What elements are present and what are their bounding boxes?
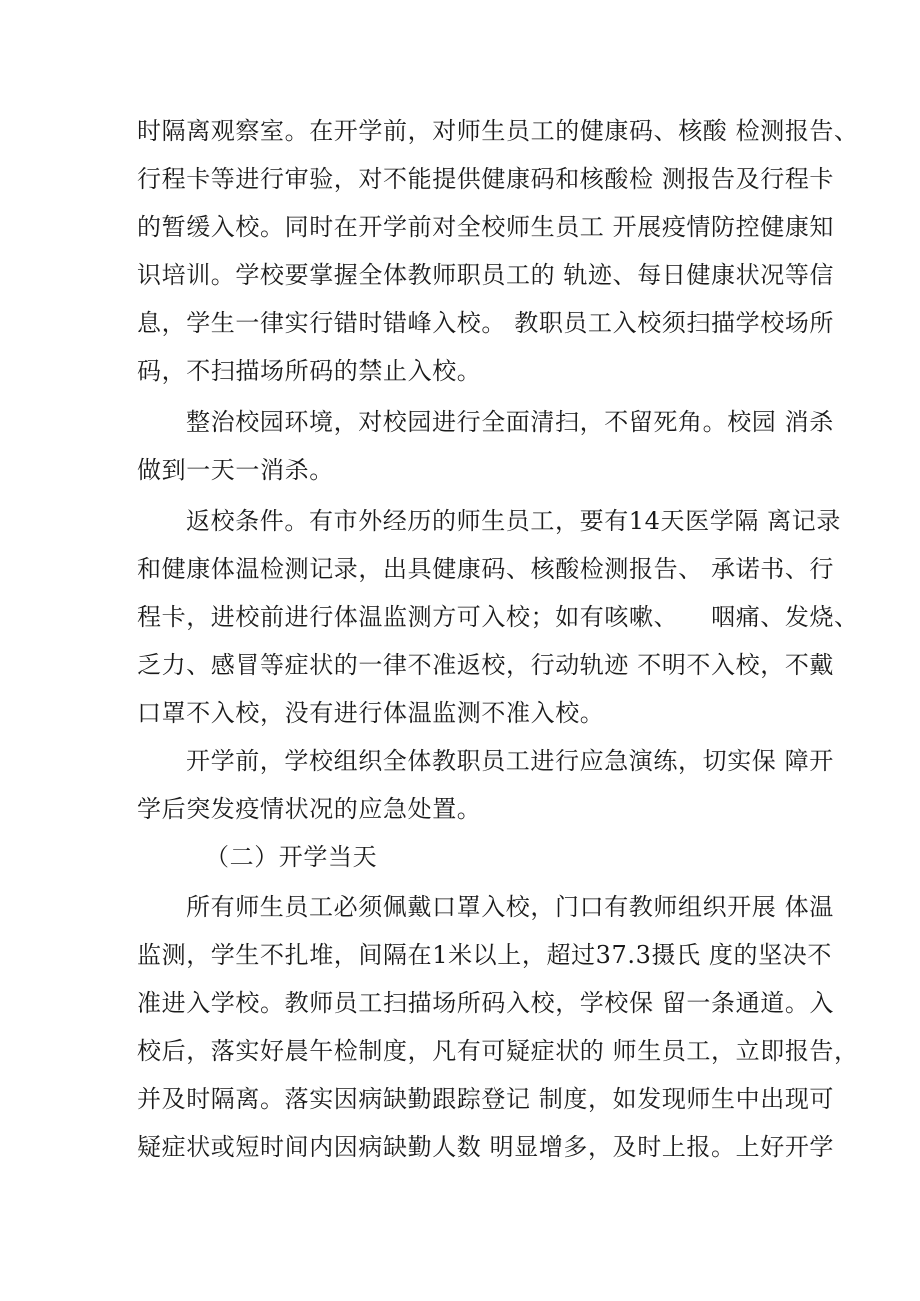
paragraph-start-line: 开学前，学校组织全体教职员工进行应急演练，切实保 障开 [186,747,834,775]
text-line: 程卡，进校前进行体温监测方可入校；如有咳嗽、 咽痛、发烧、 [137,603,859,631]
paragraph-start-line: 返校条件。有市外经历的师生员工，要有14天医学隔 离记录 [186,507,841,535]
text-line: 行程卡等进行审验，对不能提供健康码和核酸检 测报告及行程卡 [137,165,835,193]
paragraph-start-line: 整治校园环境，对校园进行全面清扫，不留死角。校园 消杀 [186,408,834,436]
text-line: 监测，学生不扎堆，间隔在1米以上，超过37.3摄氏 度的坚决不 [137,941,832,969]
text-line: 口罩不入校，没有进行体温监测不准入校。 [137,699,605,727]
text-line: 疑症状或短时间内因病缺勤人数 明显增多，及时上报。上好开学 [137,1133,835,1161]
text-line: 识培训。学校要掌握全体教师职员工的 轨迹、每日健康状况等信 [137,261,835,289]
text-line: 息，学生一律实行错时错峰入校。 教职员工入校须扫描学校场所 [137,309,835,337]
text-line: 时隔离观察室。在开学前，对师生员工的健康码、核酸 检测报告、 [137,117,859,145]
text-line: 准进入学校。教师员工扫描场所码入校，学校保 留一条通道。入 [137,989,835,1017]
paragraph-start-line: 所有师生员工必须佩戴口罩入校，门口有教师组织开展 体温 [186,893,834,921]
text-line: 码，不扫描场所码的禁止入校。 [137,357,482,385]
text-line: 的暂缓入校。同时在开学前对全校师生员工 开展疫情防控健康知 [137,213,835,241]
text-line: 做到一天一消杀。 [137,456,334,484]
text-line: 校后，落实好晨午检制度，凡有可疑症状的 师生员工，立即报告， [137,1037,859,1065]
text-line: 学后突发疫情状况的应急处置。 [137,795,482,823]
text-line: 并及时隔离。落实因病缺勤跟踪登记 制度，如发现师生中出现可 [137,1085,835,1113]
text-line: 乏力、感冒等症状的一律不准返校，行动轨迹 不明不入校，不戴 [137,651,835,679]
section-heading: （二）开学当天 [205,843,378,871]
text-line: 和健康体温检测记录，出具健康码、核酸检测报告、 承诺书、行 [137,555,835,583]
